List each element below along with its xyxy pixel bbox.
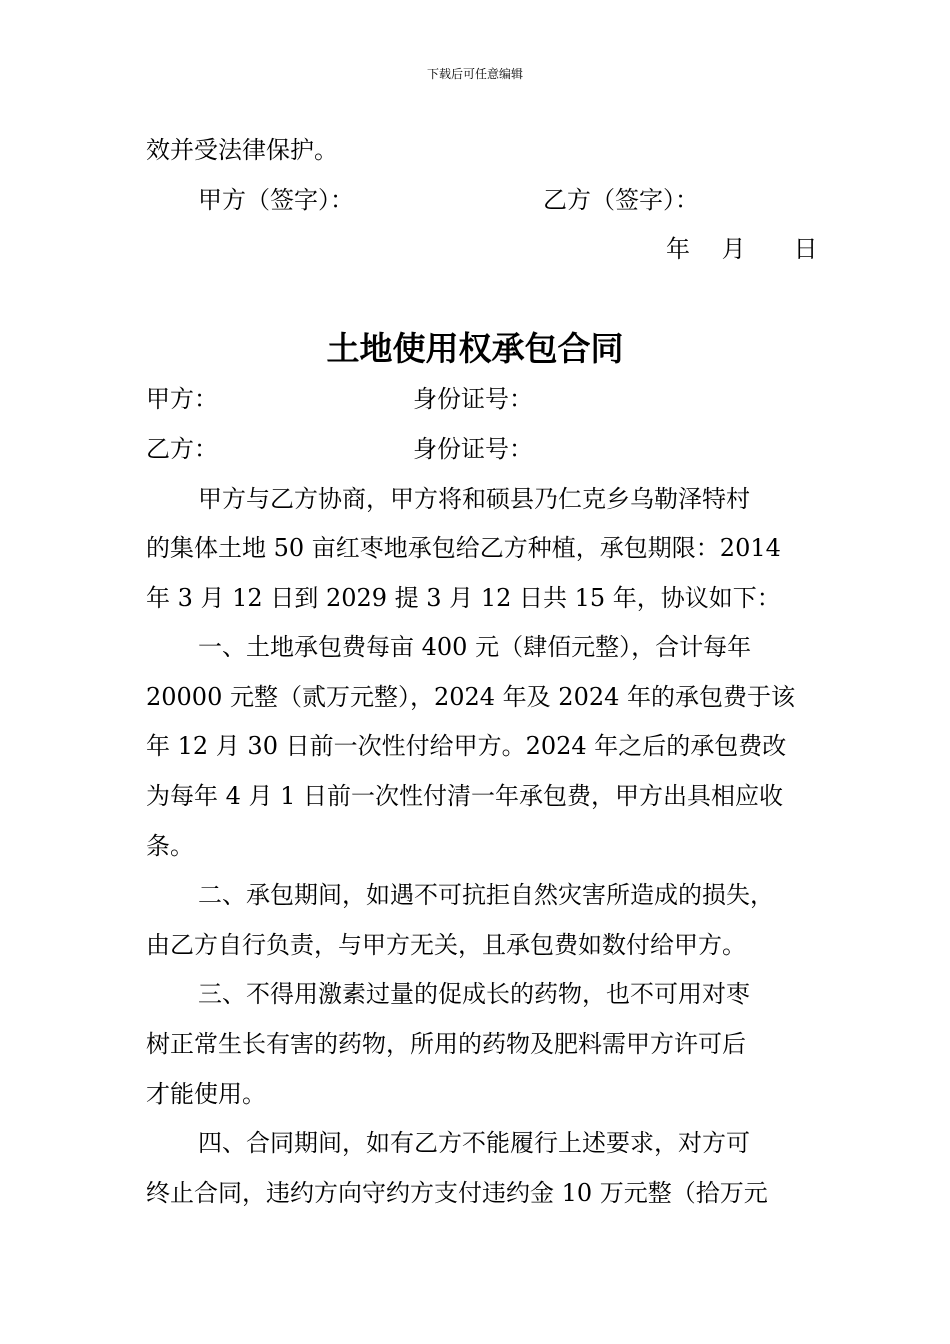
previous-page-tail: 效并受法律保护。 bbox=[146, 136, 338, 164]
clause-1-line: 条。 bbox=[146, 832, 194, 860]
party-b-signature-label: 乙方（签字）： bbox=[543, 186, 699, 214]
clause-2-line: 二、承包期间，如遇不可抗拒自然灾害所造成的损失， bbox=[198, 881, 774, 909]
party-a-id-label: 身份证号： bbox=[413, 385, 533, 413]
party-b-id-label: 身份证号： bbox=[413, 435, 533, 463]
body-line: 的集体土地 50 亩红枣地承包给乙方种植，承包期限：2014 bbox=[146, 534, 781, 562]
party-b-label: 乙方： bbox=[146, 435, 218, 463]
body-line: 甲方与乙方协商，甲方将和硕县乃仁克乡乌勒泽特村 bbox=[198, 485, 750, 513]
contract-title: 土地使用权承包合同 bbox=[326, 329, 624, 368]
clause-1-line: 年 12 月 30 日前一次性付给甲方。2024 年之后的承包费改 bbox=[146, 732, 787, 760]
clause-3-line: 树正常生长有害的药物，所用的药物及肥料需甲方许可后 bbox=[146, 1030, 746, 1058]
party-a-label: 甲方： bbox=[146, 385, 218, 413]
header-note: 下载后可任意编辑 bbox=[426, 67, 523, 81]
clause-3-line: 三、不得用激素过量的促成长的药物，也不可用对枣 bbox=[198, 980, 750, 1008]
signature-date: 年 月 日 bbox=[666, 235, 818, 263]
clause-4-line: 四、合同期间，如有乙方不能履行上述要求，对方可 bbox=[198, 1129, 750, 1157]
clause-1-line: 一、土地承包费每亩 400 元（肆佰元整），合计每年 bbox=[198, 633, 752, 661]
body-line: 年 3 月 12 日到 2029 提 3 月 12 日共 15 年，协议如下： bbox=[146, 584, 781, 612]
clause-1-line: 20000 元整（贰万元整），2024 年及 2024 年的承包费于该 bbox=[146, 683, 796, 711]
party-a-signature-label: 甲方（签字）： bbox=[198, 186, 354, 214]
clause-2-line: 由乙方自行负责，与甲方无关，且承包费如数付给甲方。 bbox=[146, 931, 746, 959]
clause-3-line: 才能使用。 bbox=[146, 1080, 266, 1108]
clause-1-line: 为每年 4 月 1 日前一次性付清一年承包费，甲方出具相应收 bbox=[146, 782, 784, 810]
clause-4-line: 终止合同，违约方向守约方支付违约金 10 万元整（拾万元 bbox=[146, 1179, 768, 1207]
